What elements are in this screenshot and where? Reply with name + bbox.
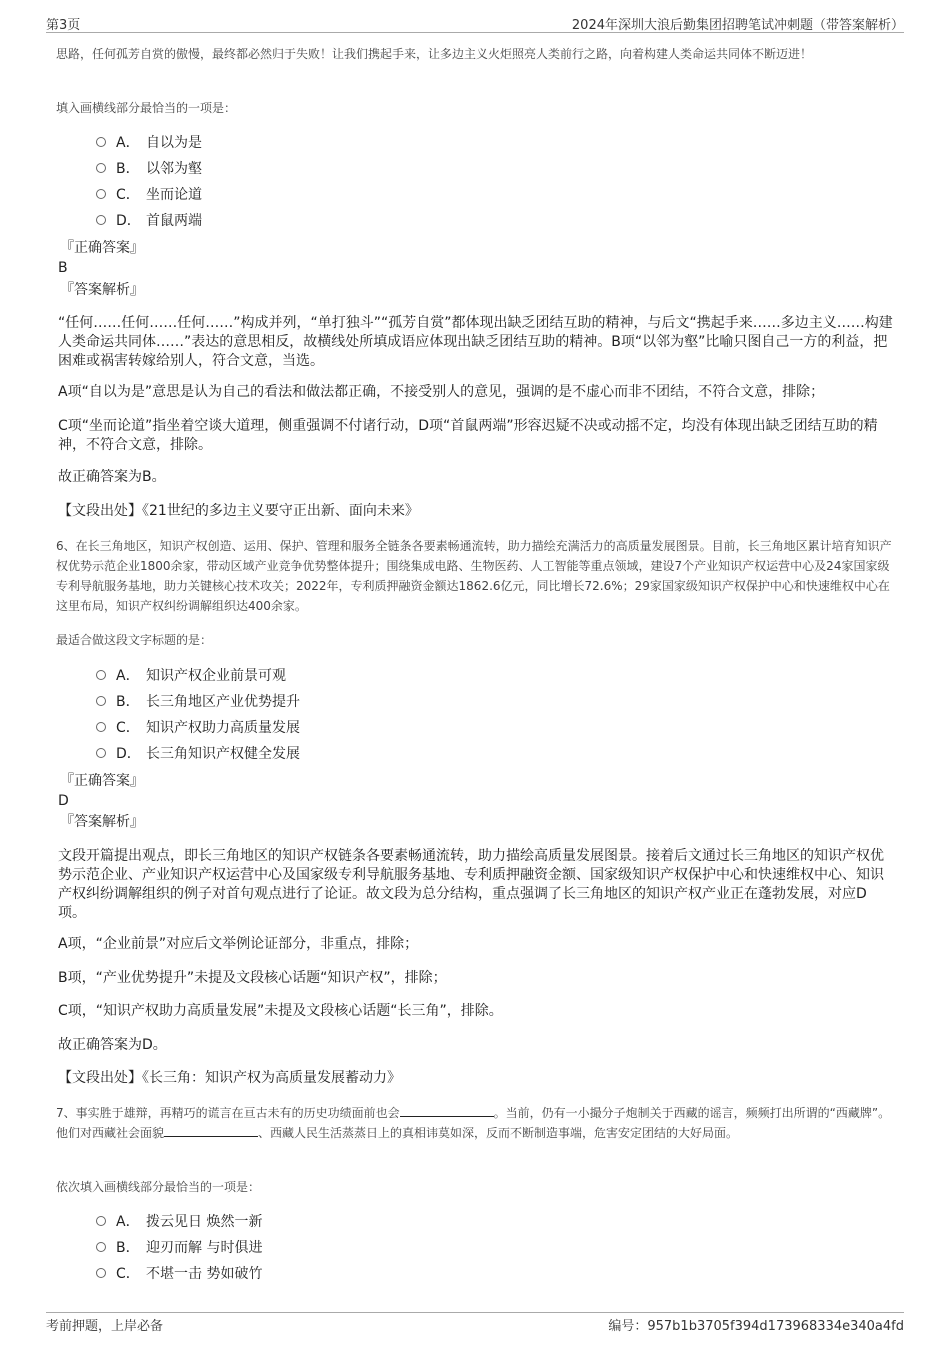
page-number: 第3页	[46, 18, 81, 33]
page-header	[46, 14, 904, 33]
q5-source: 【文段出处】《21世纪的多边主义要守正出新、面向未来》	[58, 503, 419, 519]
answer-blank-1	[400, 1104, 494, 1117]
q5-analysis-4: 故正确答案为B。	[58, 469, 166, 485]
q5-analysis-3: C项“坐而论道”指坐着空谈大道理，侧重强调不付诸行动，D项“首鼠两端”形容迟疑不决或动摇不定，均没有体现出缺乏团结互助的精神，不符合文意，排除。	[58, 418, 878, 453]
page-footer	[46, 1312, 904, 1333]
answer-blank-2	[164, 1124, 258, 1137]
q6-analysis-2: A项，“企业前景”对应后文举例论证部分，非重点，排除；	[58, 936, 419, 952]
q6-source: 【文段出处】《长三角：知识产权为高质量发展蓄动力》	[58, 1070, 401, 1086]
q7-option-a[interactable]: A． 拨云见日 焕然一新	[96, 1211, 262, 1233]
q7-option-c[interactable]: C． 不堪一击 势如破竹	[96, 1263, 262, 1285]
q5-analysis-1: “任何……任何……任何……”构成并列，“单打独斗”“孤芳自赏”都体现出缺乏团结互助的精神，与后文“携起手来……多边主义……构建人类命运共同体……”表达的意思相反，故横线处所填成语应体现出缺乏团结互助的精神。B项“以邻为壑”比喻只图自己一方的利益，把困难或祸害转嫁给别人，符合文意，当选。	[58, 315, 893, 369]
radio-icon[interactable]	[96, 1242, 106, 1252]
q5-option-b[interactable]: B． 以邻为壑	[96, 158, 202, 180]
radio-icon[interactable]	[96, 670, 106, 680]
radio-icon[interactable]	[96, 137, 106, 147]
radio-icon[interactable]	[96, 215, 106, 225]
radio-icon[interactable]	[96, 696, 106, 706]
q6-option-b[interactable]: B． 长三角地区产业优势提升	[96, 691, 300, 713]
q5-prompt: 填入画横线部分最恰当的一项是：	[56, 101, 237, 115]
q7-passage: 7、事实胜于雄辩，再精巧的谎言在亘古未有的历史功绩面前也会 。当前，仍有一小撮分子炮制关于西藏的谣言，频频打出所谓的“西藏牌”。他们对西藏社会面貌 、西藏人民生活蒸蒸日上的真相讳莫如深，反而不断制造事端，危害安定团结的大好局面。	[56, 1106, 891, 1140]
q6-analysis-4: C项，“知识产权助力高质量发展”未提及文段核心话题“长三角”，排除。	[58, 1003, 503, 1019]
q6-answer: D	[58, 793, 69, 809]
q6-analysis-3: B项，“产业优势提升”未提及文段核心话题“知识产权”，排除；	[58, 970, 447, 986]
radio-icon[interactable]	[96, 1268, 106, 1278]
q5-option-c[interactable]: C． 坐而论道	[96, 184, 202, 206]
q6-passage: 6、在长三角地区，知识产权创造、运用、保护、管理和服务全链条各要素畅通流转，助力描绘充满活力的高质量发展图景。目前，长三角地区累计培育知识产权优势示范企业1800余家，带动区域产业竞争优势整体提升；围绕集成电路、生物医药、人工智能等重点领域，建设7个产业知识产权运营中心及24家国家级专利导航服务基地，助力关键核心技术攻关；2022年，专利质押融资金额达1862.6亿元，同比增长72.6%；29家国家级知识产权保护中心和快速维权中心在这里布局，知识产权纠纷调解组织达400余家。	[56, 539, 892, 613]
q6-option-a[interactable]: A． 知识产权企业前景可观	[96, 665, 286, 687]
q5-answer: B	[58, 260, 68, 276]
q6-prompt: 最适合做这段文字标题的是：	[56, 633, 213, 647]
q6-answer-label: 『正确答案』	[60, 773, 144, 789]
radio-icon[interactable]	[96, 722, 106, 732]
q5-analysis-2: A项“自以为是”意思是认为自己的看法和做法都正确，不接受别人的意见，强调的是不虚心而非不团结，不符合文意，排除；	[58, 384, 825, 400]
q7-option-b[interactable]: B． 迎刃而解 与时俱进	[96, 1237, 262, 1259]
q5-option-d[interactable]: D． 首鼠两端	[96, 210, 202, 232]
document-id: 编号：957b1b3705f394d173968334e340a4fd	[608, 1319, 904, 1334]
q6-option-c[interactable]: C． 知识产权助力高质量发展	[96, 717, 300, 739]
q5-option-a[interactable]: A． 自以为是	[96, 132, 202, 154]
q5-answer-label: 『正确答案』	[60, 240, 144, 256]
q6-analysis-5: 故正确答案为D。	[58, 1037, 167, 1053]
q6-analysis-label: 『答案解析』	[60, 814, 144, 830]
q7-prompt: 依次填入画横线部分最恰当的一项是：	[56, 1180, 261, 1194]
footer-slogan: 考前押题，上岸必备	[46, 1319, 164, 1334]
radio-icon[interactable]	[96, 163, 106, 173]
q5-passage-tail: 思路，任何孤芳自赏的傲慢，最终都必然归于失败！让我们携起手来，让多边主义火炬照亮人类前行之路，向着构建人类命运共同体不断迈进！	[56, 47, 813, 61]
radio-icon[interactable]	[96, 189, 106, 199]
q6-analysis-1: 文段开篇提出观点，即长三角地区的知识产权链条各要素畅通流转，助力描绘高质量发展图景。接着后文通过长三角地区的知识产权优势示范企业、产业知识产权运营中心及国家级专利导航服务基地、专利质押融资金额、国家级知识产权保护中心和快速维权中心、知识产权纠纷调解组织的例子对首句观点进行了论证。故文段为总分结构，重点强调了长三角地区的知识产权产业正在蓬勃发展，对应D项。	[58, 848, 884, 921]
q6-option-d[interactable]: D． 长三角知识产权健全发展	[96, 743, 300, 765]
q5-analysis-label: 『答案解析』	[60, 282, 144, 298]
radio-icon[interactable]	[96, 1216, 106, 1226]
radio-icon[interactable]	[96, 748, 106, 758]
document-title: 2024年深圳大浪后勤集团招聘笔试冲刺题（带答案解析）	[571, 18, 904, 33]
